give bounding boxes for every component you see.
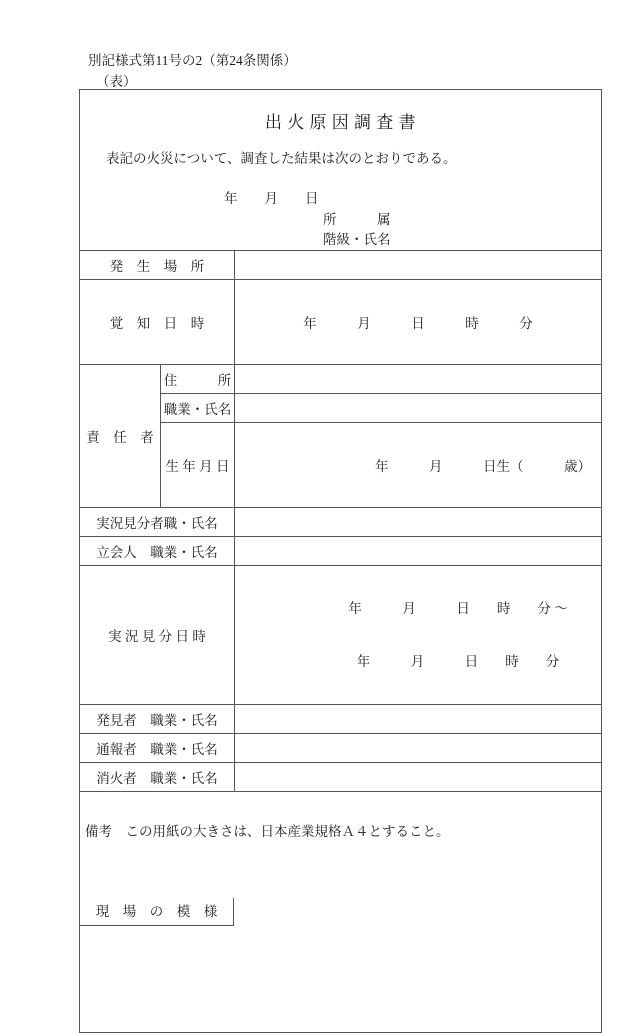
label-scene-condition: 現 場 の 模 様 (80, 898, 234, 926)
field-reporter[interactable] (235, 734, 602, 763)
form-side-label: （表） (96, 74, 137, 89)
inspection-datetime-start: 年 月 日 時 分 〜 (348, 601, 568, 616)
form-header-cell (80, 90, 602, 251)
footnote-paper-size: 備考 この用紙の大きさは、日本産業規格Ａ４とすること。 (85, 824, 450, 839)
label-inspector-title-name: 実況見分者職・氏名 (80, 508, 235, 537)
label-responsible-birth-date: 生 年 月 日 (161, 423, 235, 508)
field-inspection-datetime[interactable] (235, 566, 602, 705)
label-reporter: 通報者 職業・氏名 (80, 734, 235, 763)
label-responsible-person: 責 任 者 (80, 365, 161, 508)
form-header-row (80, 90, 602, 251)
field-inspector-title-name[interactable] (235, 508, 602, 537)
field-responsible-occupation-name[interactable] (235, 394, 602, 423)
signature-rank-name-label: 階級・氏名 (323, 232, 391, 247)
field-responsible-address[interactable] (235, 365, 602, 394)
fire-cause-investigation-form (79, 89, 602, 1033)
birth-date-template: 年 月 日生（ 歳） (375, 459, 592, 474)
table-row-witness (80, 537, 602, 566)
label-discoverer: 発見者 職業・氏名 (80, 705, 235, 734)
field-responsible-birth-date[interactable] (235, 423, 602, 508)
table-row-incident-place (80, 251, 602, 280)
page-title: 出 火 原 因 調 査 書 (265, 113, 417, 132)
label-extinguisher: 消火者 職業・氏名 (80, 763, 235, 792)
signature-affiliation-label: 所 属 (323, 212, 391, 227)
field-discoverer[interactable] (235, 705, 602, 734)
table-row-inspector (80, 508, 602, 537)
table-row-extinguisher (80, 763, 602, 792)
label-notification-datetime: 覚 知 日 時 (80, 280, 235, 365)
label-inspection-datetime: 実 況 見 分 日 時 (80, 566, 235, 705)
label-witness-occupation-name: 立会人 職業・氏名 (80, 537, 235, 566)
table-row-responsible-address (80, 365, 602, 394)
table-row-inspection-datetime (80, 566, 602, 705)
table-row-notification-datetime (80, 280, 602, 365)
field-incident-place[interactable] (235, 251, 602, 280)
label-responsible-occupation-name: 職業・氏名 (161, 394, 235, 423)
notification-datetime-template: 年 月 日 時 分 (303, 316, 533, 331)
form-number: 別記様式第11号の2（第24条関係） (88, 53, 297, 68)
signature-date-line: 年 月 日 (224, 191, 319, 206)
field-extinguisher[interactable] (235, 763, 602, 792)
field-witness-occupation-name[interactable] (235, 537, 602, 566)
inspection-datetime-end: 年 月 日 時 分 (356, 654, 560, 669)
label-responsible-address: 住 所 (161, 365, 235, 394)
field-notification-datetime[interactable] (235, 280, 602, 365)
table-row-reporter (80, 734, 602, 763)
label-incident-place: 発 生 場 所 (80, 251, 235, 280)
table-row-discoverer (80, 705, 602, 734)
lead-text: 表記の火災について、調査した結果は次のとおりである。 (106, 151, 457, 166)
